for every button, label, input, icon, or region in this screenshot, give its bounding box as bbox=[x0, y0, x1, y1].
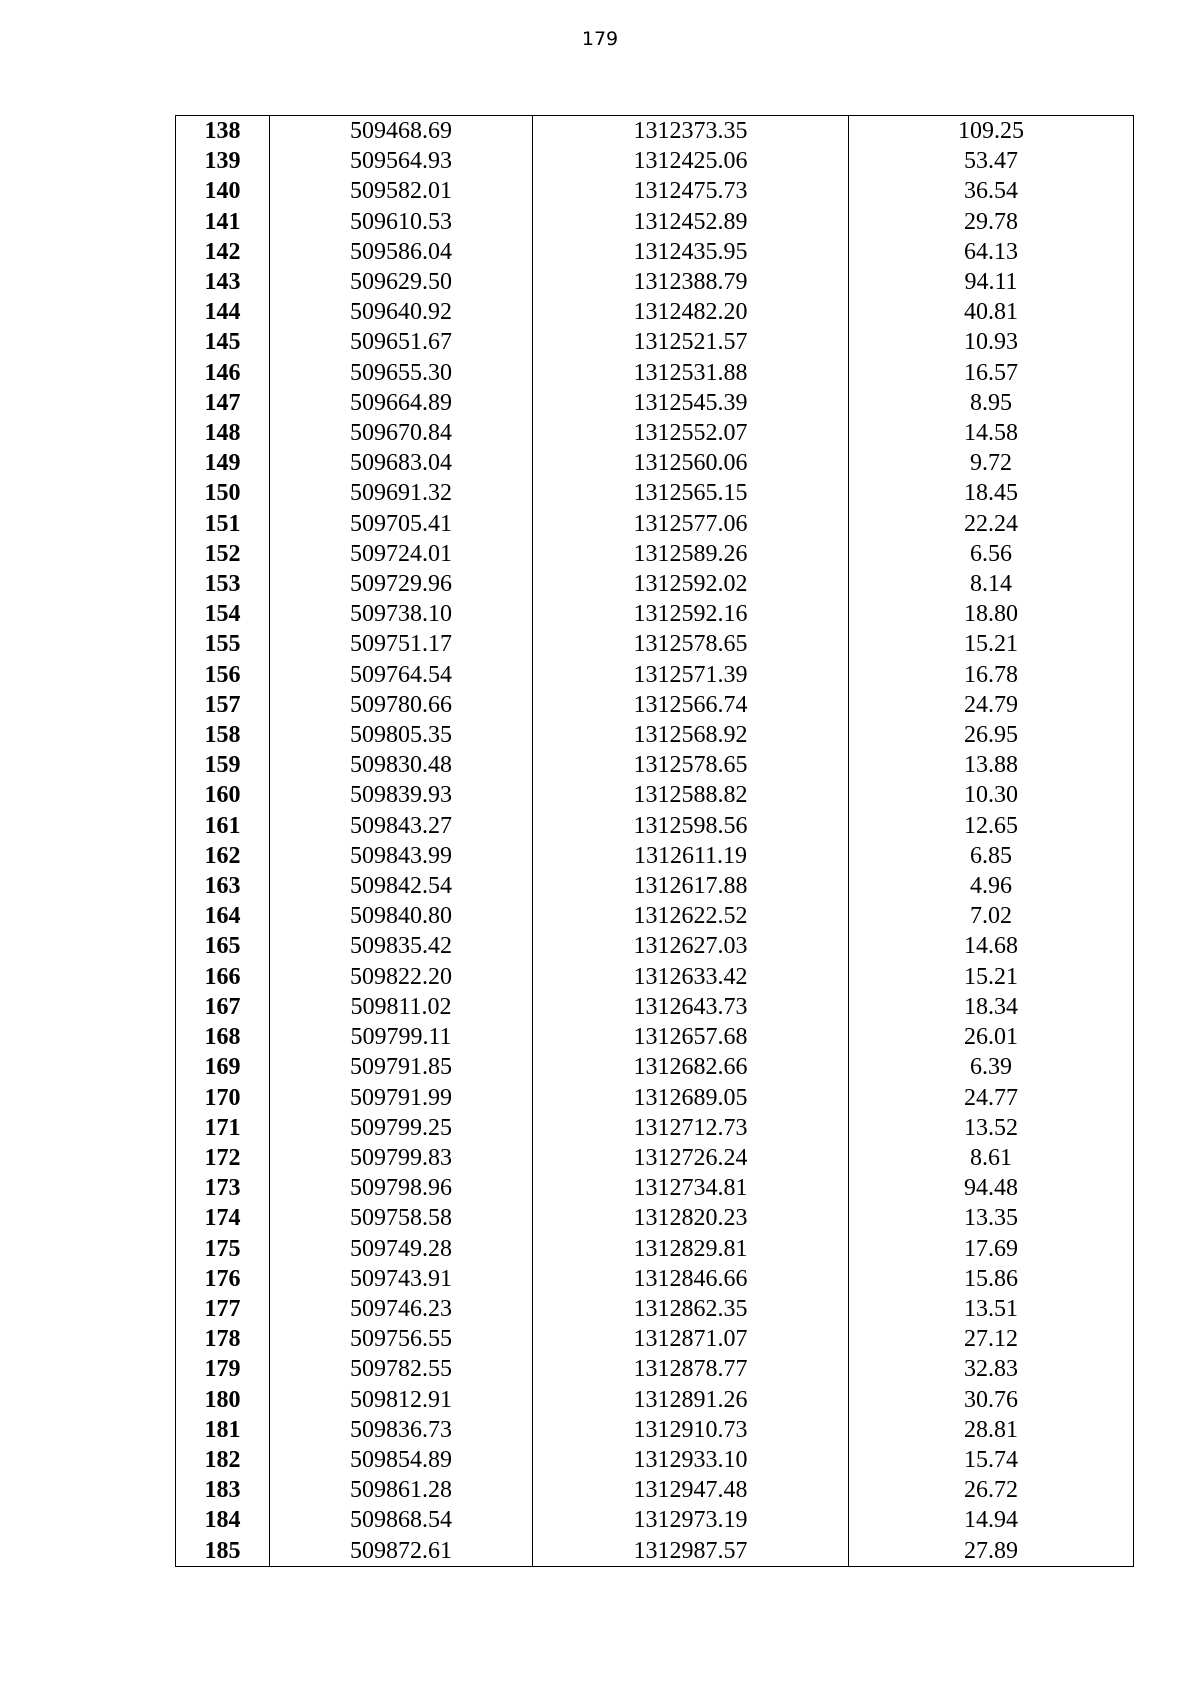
point-id-cell: 179 bbox=[176, 1354, 270, 1384]
x-coordinate-cell: 509780.66 bbox=[270, 690, 533, 720]
distance-cell: 36.54 bbox=[849, 176, 1134, 206]
y-coordinate-cell: 1312987.57 bbox=[533, 1536, 849, 1567]
table-row bbox=[176, 750, 1134, 780]
y-coordinate-cell: 1312373.35 bbox=[533, 116, 849, 147]
y-coordinate-cell: 1312592.02 bbox=[533, 569, 849, 599]
y-coordinate-cell: 1312545.39 bbox=[533, 388, 849, 418]
y-coordinate-cell: 1312566.74 bbox=[533, 690, 849, 720]
x-coordinate-cell: 509791.85 bbox=[270, 1052, 533, 1082]
point-id-cell: 143 bbox=[176, 267, 270, 297]
y-coordinate-cell: 1312933.10 bbox=[533, 1445, 849, 1475]
distance-cell: 13.88 bbox=[849, 750, 1134, 780]
point-id-cell: 176 bbox=[176, 1264, 270, 1294]
table-row bbox=[176, 780, 1134, 810]
y-coordinate-cell: 1312712.73 bbox=[533, 1113, 849, 1143]
y-coordinate-cell: 1312689.05 bbox=[533, 1083, 849, 1113]
distance-cell: 94.48 bbox=[849, 1173, 1134, 1203]
y-coordinate-cell: 1312617.88 bbox=[533, 871, 849, 901]
point-id-cell: 180 bbox=[176, 1385, 270, 1415]
distance-cell: 13.35 bbox=[849, 1203, 1134, 1233]
table-row bbox=[176, 1385, 1134, 1415]
x-coordinate-cell: 509843.99 bbox=[270, 841, 533, 871]
x-coordinate-cell: 509729.96 bbox=[270, 569, 533, 599]
table-row bbox=[176, 1294, 1134, 1324]
y-coordinate-cell: 1312577.06 bbox=[533, 509, 849, 539]
y-coordinate-cell: 1312578.65 bbox=[533, 629, 849, 659]
table-row bbox=[176, 176, 1134, 206]
coordinate-table-container bbox=[175, 115, 1133, 1567]
point-id-cell: 185 bbox=[176, 1536, 270, 1567]
x-coordinate-cell: 509705.41 bbox=[270, 509, 533, 539]
coordinate-table bbox=[175, 115, 1134, 1567]
distance-cell: 24.79 bbox=[849, 690, 1134, 720]
table-row bbox=[176, 1354, 1134, 1384]
y-coordinate-cell: 1312862.35 bbox=[533, 1294, 849, 1324]
x-coordinate-cell: 509586.04 bbox=[270, 237, 533, 267]
distance-cell: 8.95 bbox=[849, 388, 1134, 418]
x-coordinate-cell: 509724.01 bbox=[270, 539, 533, 569]
point-id-cell: 160 bbox=[176, 780, 270, 810]
x-coordinate-cell: 509843.27 bbox=[270, 811, 533, 841]
y-coordinate-cell: 1312475.73 bbox=[533, 176, 849, 206]
distance-cell: 12.65 bbox=[849, 811, 1134, 841]
x-coordinate-cell: 509811.02 bbox=[270, 992, 533, 1022]
x-coordinate-cell: 509812.91 bbox=[270, 1385, 533, 1415]
x-coordinate-cell: 509872.61 bbox=[270, 1536, 533, 1567]
distance-cell: 40.81 bbox=[849, 297, 1134, 327]
x-coordinate-cell: 509782.55 bbox=[270, 1354, 533, 1384]
distance-cell: 13.52 bbox=[849, 1113, 1134, 1143]
table-row bbox=[176, 1234, 1134, 1264]
x-coordinate-cell: 509664.89 bbox=[270, 388, 533, 418]
table-row bbox=[176, 1475, 1134, 1505]
coordinate-table-body bbox=[176, 116, 1134, 1567]
distance-cell: 24.77 bbox=[849, 1083, 1134, 1113]
point-id-cell: 161 bbox=[176, 811, 270, 841]
table-row bbox=[176, 992, 1134, 1022]
x-coordinate-cell: 509749.28 bbox=[270, 1234, 533, 1264]
table-row bbox=[176, 1505, 1134, 1535]
point-id-cell: 174 bbox=[176, 1203, 270, 1233]
point-id-cell: 168 bbox=[176, 1022, 270, 1052]
point-id-cell: 148 bbox=[176, 418, 270, 448]
distance-cell: 6.39 bbox=[849, 1052, 1134, 1082]
point-id-cell: 178 bbox=[176, 1324, 270, 1354]
x-coordinate-cell: 509861.28 bbox=[270, 1475, 533, 1505]
y-coordinate-cell: 1312643.73 bbox=[533, 992, 849, 1022]
point-id-cell: 138 bbox=[176, 116, 270, 147]
point-id-cell: 183 bbox=[176, 1475, 270, 1505]
y-coordinate-cell: 1312568.92 bbox=[533, 720, 849, 750]
table-row bbox=[176, 599, 1134, 629]
table-row bbox=[176, 901, 1134, 931]
table-row bbox=[176, 358, 1134, 388]
table-row bbox=[176, 931, 1134, 961]
point-id-cell: 154 bbox=[176, 599, 270, 629]
table-row bbox=[176, 1052, 1134, 1082]
distance-cell: 26.95 bbox=[849, 720, 1134, 750]
y-coordinate-cell: 1312589.26 bbox=[533, 539, 849, 569]
table-row bbox=[176, 1536, 1134, 1567]
distance-cell: 32.83 bbox=[849, 1354, 1134, 1384]
distance-cell: 16.57 bbox=[849, 358, 1134, 388]
y-coordinate-cell: 1312633.42 bbox=[533, 962, 849, 992]
x-coordinate-cell: 509840.80 bbox=[270, 901, 533, 931]
point-id-cell: 181 bbox=[176, 1415, 270, 1445]
table-row bbox=[176, 962, 1134, 992]
distance-cell: 18.80 bbox=[849, 599, 1134, 629]
distance-cell: 10.93 bbox=[849, 327, 1134, 357]
table-row bbox=[176, 237, 1134, 267]
y-coordinate-cell: 1312531.88 bbox=[533, 358, 849, 388]
distance-cell: 22.24 bbox=[849, 509, 1134, 539]
point-id-cell: 147 bbox=[176, 388, 270, 418]
y-coordinate-cell: 1312947.48 bbox=[533, 1475, 849, 1505]
table-row bbox=[176, 569, 1134, 599]
y-coordinate-cell: 1312973.19 bbox=[533, 1505, 849, 1535]
x-coordinate-cell: 509582.01 bbox=[270, 176, 533, 206]
x-coordinate-cell: 509746.23 bbox=[270, 1294, 533, 1324]
x-coordinate-cell: 509799.11 bbox=[270, 1022, 533, 1052]
distance-cell: 4.96 bbox=[849, 871, 1134, 901]
distance-cell: 28.81 bbox=[849, 1415, 1134, 1445]
x-coordinate-cell: 509798.96 bbox=[270, 1173, 533, 1203]
point-id-cell: 166 bbox=[176, 962, 270, 992]
y-coordinate-cell: 1312891.26 bbox=[533, 1385, 849, 1415]
y-coordinate-cell: 1312588.82 bbox=[533, 780, 849, 810]
distance-cell: 6.56 bbox=[849, 539, 1134, 569]
point-id-cell: 149 bbox=[176, 448, 270, 478]
point-id-cell: 182 bbox=[176, 1445, 270, 1475]
table-row bbox=[176, 1113, 1134, 1143]
point-id-cell: 156 bbox=[176, 660, 270, 690]
point-id-cell: 184 bbox=[176, 1505, 270, 1535]
table-row bbox=[176, 690, 1134, 720]
distance-cell: 6.85 bbox=[849, 841, 1134, 871]
x-coordinate-cell: 509758.58 bbox=[270, 1203, 533, 1233]
x-coordinate-cell: 509640.92 bbox=[270, 297, 533, 327]
table-row bbox=[176, 1445, 1134, 1475]
distance-cell: 26.72 bbox=[849, 1475, 1134, 1505]
point-id-cell: 145 bbox=[176, 327, 270, 357]
table-row bbox=[176, 207, 1134, 237]
x-coordinate-cell: 509743.91 bbox=[270, 1264, 533, 1294]
point-id-cell: 146 bbox=[176, 358, 270, 388]
distance-cell: 7.02 bbox=[849, 901, 1134, 931]
distance-cell: 15.21 bbox=[849, 629, 1134, 659]
y-coordinate-cell: 1312565.15 bbox=[533, 478, 849, 508]
x-coordinate-cell: 509839.93 bbox=[270, 780, 533, 810]
distance-cell: 109.25 bbox=[849, 116, 1134, 147]
point-id-cell: 152 bbox=[176, 539, 270, 569]
table-row bbox=[176, 509, 1134, 539]
point-id-cell: 150 bbox=[176, 478, 270, 508]
distance-cell: 53.47 bbox=[849, 146, 1134, 176]
x-coordinate-cell: 509868.54 bbox=[270, 1505, 533, 1535]
distance-cell: 15.74 bbox=[849, 1445, 1134, 1475]
point-id-cell: 162 bbox=[176, 841, 270, 871]
distance-cell: 27.12 bbox=[849, 1324, 1134, 1354]
y-coordinate-cell: 1312846.66 bbox=[533, 1264, 849, 1294]
distance-cell: 17.69 bbox=[849, 1234, 1134, 1264]
distance-cell: 8.61 bbox=[849, 1143, 1134, 1173]
point-id-cell: 167 bbox=[176, 992, 270, 1022]
table-row bbox=[176, 841, 1134, 871]
y-coordinate-cell: 1312552.07 bbox=[533, 418, 849, 448]
x-coordinate-cell: 509670.84 bbox=[270, 418, 533, 448]
x-coordinate-cell: 509468.69 bbox=[270, 116, 533, 147]
y-coordinate-cell: 1312571.39 bbox=[533, 660, 849, 690]
point-id-cell: 157 bbox=[176, 690, 270, 720]
y-coordinate-cell: 1312482.20 bbox=[533, 297, 849, 327]
table-row bbox=[176, 539, 1134, 569]
y-coordinate-cell: 1312726.24 bbox=[533, 1143, 849, 1173]
table-row bbox=[176, 267, 1134, 297]
table-row bbox=[176, 1415, 1134, 1445]
x-coordinate-cell: 509683.04 bbox=[270, 448, 533, 478]
distance-cell: 64.13 bbox=[849, 237, 1134, 267]
distance-cell: 18.34 bbox=[849, 992, 1134, 1022]
distance-cell: 15.21 bbox=[849, 962, 1134, 992]
y-coordinate-cell: 1312611.19 bbox=[533, 841, 849, 871]
y-coordinate-cell: 1312598.56 bbox=[533, 811, 849, 841]
table-row bbox=[176, 116, 1134, 147]
distance-cell: 27.89 bbox=[849, 1536, 1134, 1567]
x-coordinate-cell: 509836.73 bbox=[270, 1415, 533, 1445]
x-coordinate-cell: 509655.30 bbox=[270, 358, 533, 388]
y-coordinate-cell: 1312622.52 bbox=[533, 901, 849, 931]
point-id-cell: 159 bbox=[176, 750, 270, 780]
table-row bbox=[176, 478, 1134, 508]
x-coordinate-cell: 509799.25 bbox=[270, 1113, 533, 1143]
x-coordinate-cell: 509756.55 bbox=[270, 1324, 533, 1354]
table-row bbox=[176, 327, 1134, 357]
distance-cell: 15.86 bbox=[849, 1264, 1134, 1294]
point-id-cell: 173 bbox=[176, 1173, 270, 1203]
distance-cell: 30.76 bbox=[849, 1385, 1134, 1415]
y-coordinate-cell: 1312820.23 bbox=[533, 1203, 849, 1233]
x-coordinate-cell: 509791.99 bbox=[270, 1083, 533, 1113]
point-id-cell: 140 bbox=[176, 176, 270, 206]
point-id-cell: 151 bbox=[176, 509, 270, 539]
point-id-cell: 142 bbox=[176, 237, 270, 267]
distance-cell: 29.78 bbox=[849, 207, 1134, 237]
x-coordinate-cell: 509764.54 bbox=[270, 660, 533, 690]
table-row bbox=[176, 1173, 1134, 1203]
table-row bbox=[176, 720, 1134, 750]
distance-cell: 14.94 bbox=[849, 1505, 1134, 1535]
y-coordinate-cell: 1312435.95 bbox=[533, 237, 849, 267]
distance-cell: 13.51 bbox=[849, 1294, 1134, 1324]
y-coordinate-cell: 1312592.16 bbox=[533, 599, 849, 629]
distance-cell: 10.30 bbox=[849, 780, 1134, 810]
page-number: 179 bbox=[581, 28, 619, 50]
point-id-cell: 169 bbox=[176, 1052, 270, 1082]
table-row bbox=[176, 1083, 1134, 1113]
table-row bbox=[176, 660, 1134, 690]
x-coordinate-cell: 509629.50 bbox=[270, 267, 533, 297]
y-coordinate-cell: 1312734.81 bbox=[533, 1173, 849, 1203]
point-id-cell: 153 bbox=[176, 569, 270, 599]
table-row bbox=[176, 629, 1134, 659]
distance-cell: 18.45 bbox=[849, 478, 1134, 508]
x-coordinate-cell: 509822.20 bbox=[270, 962, 533, 992]
table-row bbox=[176, 1203, 1134, 1233]
table-row bbox=[176, 146, 1134, 176]
point-id-cell: 177 bbox=[176, 1294, 270, 1324]
x-coordinate-cell: 509805.35 bbox=[270, 720, 533, 750]
y-coordinate-cell: 1312521.57 bbox=[533, 327, 849, 357]
point-id-cell: 144 bbox=[176, 297, 270, 327]
x-coordinate-cell: 509799.83 bbox=[270, 1143, 533, 1173]
y-coordinate-cell: 1312829.81 bbox=[533, 1234, 849, 1264]
point-id-cell: 165 bbox=[176, 931, 270, 961]
x-coordinate-cell: 509854.89 bbox=[270, 1445, 533, 1475]
distance-cell: 14.68 bbox=[849, 931, 1134, 961]
point-id-cell: 172 bbox=[176, 1143, 270, 1173]
table-row bbox=[176, 1022, 1134, 1052]
table-row bbox=[176, 388, 1134, 418]
distance-cell: 26.01 bbox=[849, 1022, 1134, 1052]
table-row bbox=[176, 1324, 1134, 1354]
x-coordinate-cell: 509651.67 bbox=[270, 327, 533, 357]
distance-cell: 14.58 bbox=[849, 418, 1134, 448]
x-coordinate-cell: 509564.93 bbox=[270, 146, 533, 176]
point-id-cell: 141 bbox=[176, 207, 270, 237]
x-coordinate-cell: 509830.48 bbox=[270, 750, 533, 780]
table-row bbox=[176, 297, 1134, 327]
y-coordinate-cell: 1312388.79 bbox=[533, 267, 849, 297]
point-id-cell: 170 bbox=[176, 1083, 270, 1113]
table-row bbox=[176, 1264, 1134, 1294]
x-coordinate-cell: 509610.53 bbox=[270, 207, 533, 237]
distance-cell: 94.11 bbox=[849, 267, 1134, 297]
table-row bbox=[176, 418, 1134, 448]
y-coordinate-cell: 1312878.77 bbox=[533, 1354, 849, 1384]
x-coordinate-cell: 509842.54 bbox=[270, 871, 533, 901]
table-row bbox=[176, 871, 1134, 901]
table-row bbox=[176, 811, 1134, 841]
point-id-cell: 155 bbox=[176, 629, 270, 659]
distance-cell: 9.72 bbox=[849, 448, 1134, 478]
y-coordinate-cell: 1312682.66 bbox=[533, 1052, 849, 1082]
distance-cell: 8.14 bbox=[849, 569, 1134, 599]
table-row bbox=[176, 1143, 1134, 1173]
y-coordinate-cell: 1312425.06 bbox=[533, 146, 849, 176]
x-coordinate-cell: 509691.32 bbox=[270, 478, 533, 508]
distance-cell: 16.78 bbox=[849, 660, 1134, 690]
point-id-cell: 175 bbox=[176, 1234, 270, 1264]
y-coordinate-cell: 1312910.73 bbox=[533, 1415, 849, 1445]
y-coordinate-cell: 1312452.89 bbox=[533, 207, 849, 237]
point-id-cell: 164 bbox=[176, 901, 270, 931]
point-id-cell: 158 bbox=[176, 720, 270, 750]
point-id-cell: 163 bbox=[176, 871, 270, 901]
x-coordinate-cell: 509738.10 bbox=[270, 599, 533, 629]
y-coordinate-cell: 1312578.65 bbox=[533, 750, 849, 780]
x-coordinate-cell: 509751.17 bbox=[270, 629, 533, 659]
y-coordinate-cell: 1312657.68 bbox=[533, 1022, 849, 1052]
table-row bbox=[176, 448, 1134, 478]
point-id-cell: 171 bbox=[176, 1113, 270, 1143]
y-coordinate-cell: 1312560.06 bbox=[533, 448, 849, 478]
y-coordinate-cell: 1312871.07 bbox=[533, 1324, 849, 1354]
y-coordinate-cell: 1312627.03 bbox=[533, 931, 849, 961]
x-coordinate-cell: 509835.42 bbox=[270, 931, 533, 961]
point-id-cell: 139 bbox=[176, 146, 270, 176]
